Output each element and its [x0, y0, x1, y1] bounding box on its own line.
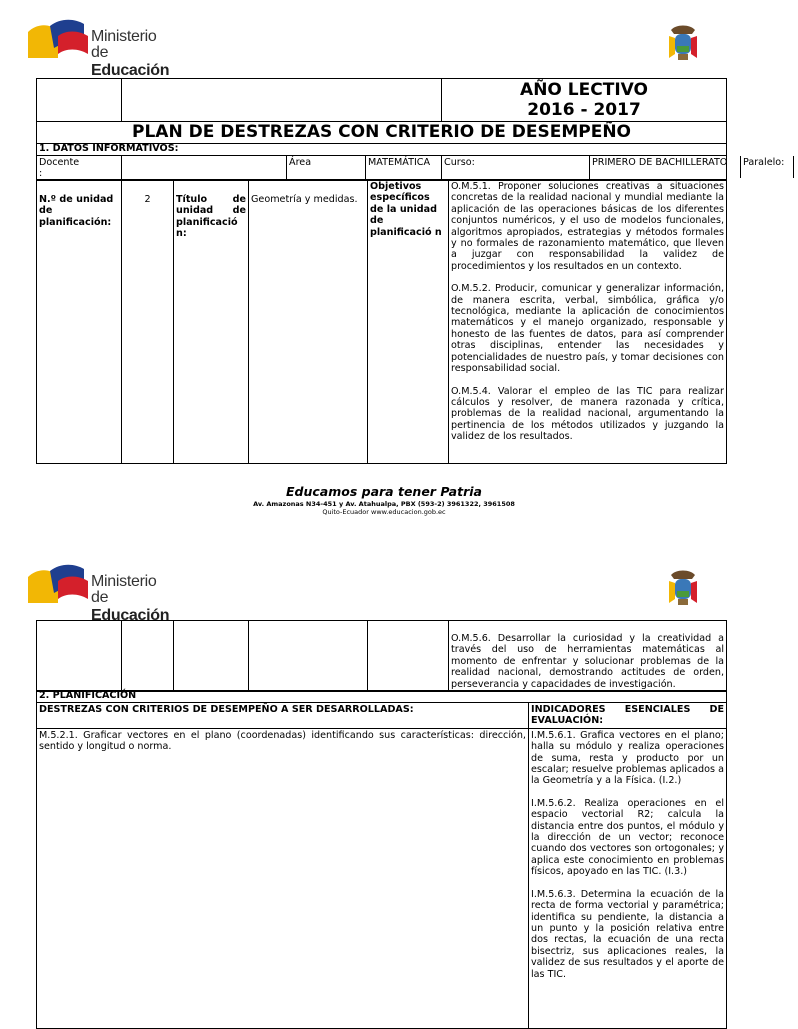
header-empty-cell-2 [122, 79, 442, 122]
footer-address-line2: Quito-Ecuador www.educacion.gob.ec [322, 508, 446, 516]
logo-text-line2: de Educación [91, 589, 170, 624]
coat-of-arms-icon [666, 569, 700, 609]
titulo-label: Título de unidad de planificació n: [174, 180, 249, 464]
destrezas-header: DESTREZAS CON CRITERIOS DE DESEMPEÑO A SER DESARROLLADAS: [37, 703, 529, 729]
curso-cell [590, 156, 785, 181]
plan-title: PLAN DE DESTREZAS CON CRITERIO DE DESEMPEÑO [37, 122, 727, 144]
empty-cell [174, 621, 249, 692]
paralelo-value-field[interactable] [794, 156, 798, 178]
indicador-item: I.M.5.6.2. Realiza operaciones en el espacio vectorial R2; calcula la distancia entre dos puntos, el módulo y la dirección de un vector; reconoce cuando dos vectores son ortogonales; y aplica este conocimiento en problemas físicos, apoyado en las TIC. (I.3.) [531, 797, 724, 878]
empty-cell [368, 621, 449, 692]
empty-cell [37, 621, 122, 692]
coat-of-arms-icon [666, 24, 700, 64]
objetivos-label: Objetivos específicos de la unidad de planificació n [368, 180, 449, 464]
empty-cell [122, 621, 174, 692]
indicadores-header: INDICADORES ESENCIALES DE EVALUACIÓN: [529, 703, 727, 729]
objetivos-cell [449, 180, 727, 464]
objetivo-item: O.M.5.6. Desarrollar la curiosidad y la creatividad a través del uso de herramientas matemáticas al momento de enfrentar y solucionar problemas de la realidad nacional, demostrando actitudes de orden, perseverancia y capacidades de investigación. [449, 621, 727, 692]
curso-label: Curso: [442, 156, 590, 181]
empty-cell [249, 621, 368, 692]
section1-title: 1. DATOS INFORMATIVOS: [37, 144, 727, 156]
school-year-cell [442, 79, 727, 122]
unit-table-page1 [36, 179, 727, 464]
footer-slogan: Educamos para tener Patria [286, 484, 482, 499]
docente-label: Docente [39, 157, 80, 168]
area-label: Área [287, 156, 366, 181]
footer-address [0, 500, 768, 516]
indicador-item: I.M.5.6.1. Grafica vectores en el plano; halla su módulo y realiza operaciones de suma, resta y producto por un escalar; resuelve problemas aplicados a la Geometría y a la Física. (I.2.) [531, 729, 724, 787]
unidad-value: 2 [122, 180, 174, 464]
school-year-label: AÑO LECTIVO [520, 80, 648, 100]
objetivo-item: O.M.5.2. Producir, comunicar y generalizar información, de manera escrita, verbal, simbólica, gráfica y/o tecnológica, mediante la aplicación de conocimientos matemáticos y el manejo organizado, responsable y honesto de las fuentes de datos, para así comprender otras disciplinas, entender las necesidades y potencialidades de nuestro país, y tomar decisiones con responsabilidad social. [451, 283, 724, 375]
indicador-item: I.M.5.6.3. Determina la ecuación de la recta de forma vectorial y paramétrica; identifica su pendiente, la distancia a un punto y la posición relativa entre dos rectas, la ecuación de una recta bisectriz, sus aplicaciones reales, la validez de sus resultados y el aporte de las TIC. [531, 888, 724, 980]
area-value: MATEMÁTICA [366, 156, 442, 181]
header-empty-cell-1 [37, 79, 122, 122]
unidad-label: N.º de unidad de planificación: [37, 180, 122, 464]
docente-colon: : [39, 168, 43, 179]
unit-table-page2 [36, 620, 727, 692]
docente-label-cell [37, 156, 122, 181]
objetivo-item: O.M.5.4. Valorar el empleo de las TIC para realizar cálculos y resolver, de manera razonada y crítica, problemas de la realidad nacional, argumentando la pertinencia de los métodos utilizados y juzgando la validez de los resultados. [451, 385, 724, 443]
header-row [37, 79, 727, 122]
docente-value-field[interactable] [122, 156, 287, 181]
destreza-item: M.5.2.1. Graficar vectores en el plano (coordenadas) identificando sus características: dirección, sentido y longitud o norma. [37, 728, 529, 1028]
section2-title: 2. PLANIFICACIÓN [37, 691, 727, 703]
logo-mark-icon [28, 559, 90, 607]
planning-table [36, 690, 727, 1029]
ministry-logo [28, 559, 188, 624]
info-row [37, 156, 727, 181]
plan-table-page1 [36, 78, 785, 181]
footer-address-line1: Av. Amazonas N34-451 y Av. Atahualpa, PBX (593-2) 3961322, 3961508 [253, 500, 515, 508]
school-year-range: 2016 - 2017 [527, 100, 641, 120]
logo-text-line1: Ministerio [91, 28, 157, 45]
logo-mark-icon [28, 14, 90, 62]
logo-text-line1: Ministerio [91, 573, 157, 590]
curso-value: PRIMERO DE BACHILLERATO [590, 156, 741, 178]
ministry-logo [28, 14, 188, 79]
page-2 [0, 545, 768, 1024]
indicadores-cell [529, 728, 727, 1028]
titulo-value: Geometría y medidas. [249, 180, 368, 464]
objetivo-item: O.M.5.1. Proponer soluciones creativas a situaciones concretas de la realidad nacional y mundial mediante la aplicación de las operaciones básicas de los diferentes conjuntos numéricos, y el uso de modelos funcionales, algoritmos apropiados, estrategias y métodos formales y no formales de razonamiento matemático, que lleven a juzgar con responsabilidad la validez de procedimientos y los resultados en un contexto. [451, 181, 724, 272]
paralelo-label: Paralelo: [741, 156, 794, 178]
logo-text-line2: de Educación [91, 44, 170, 79]
